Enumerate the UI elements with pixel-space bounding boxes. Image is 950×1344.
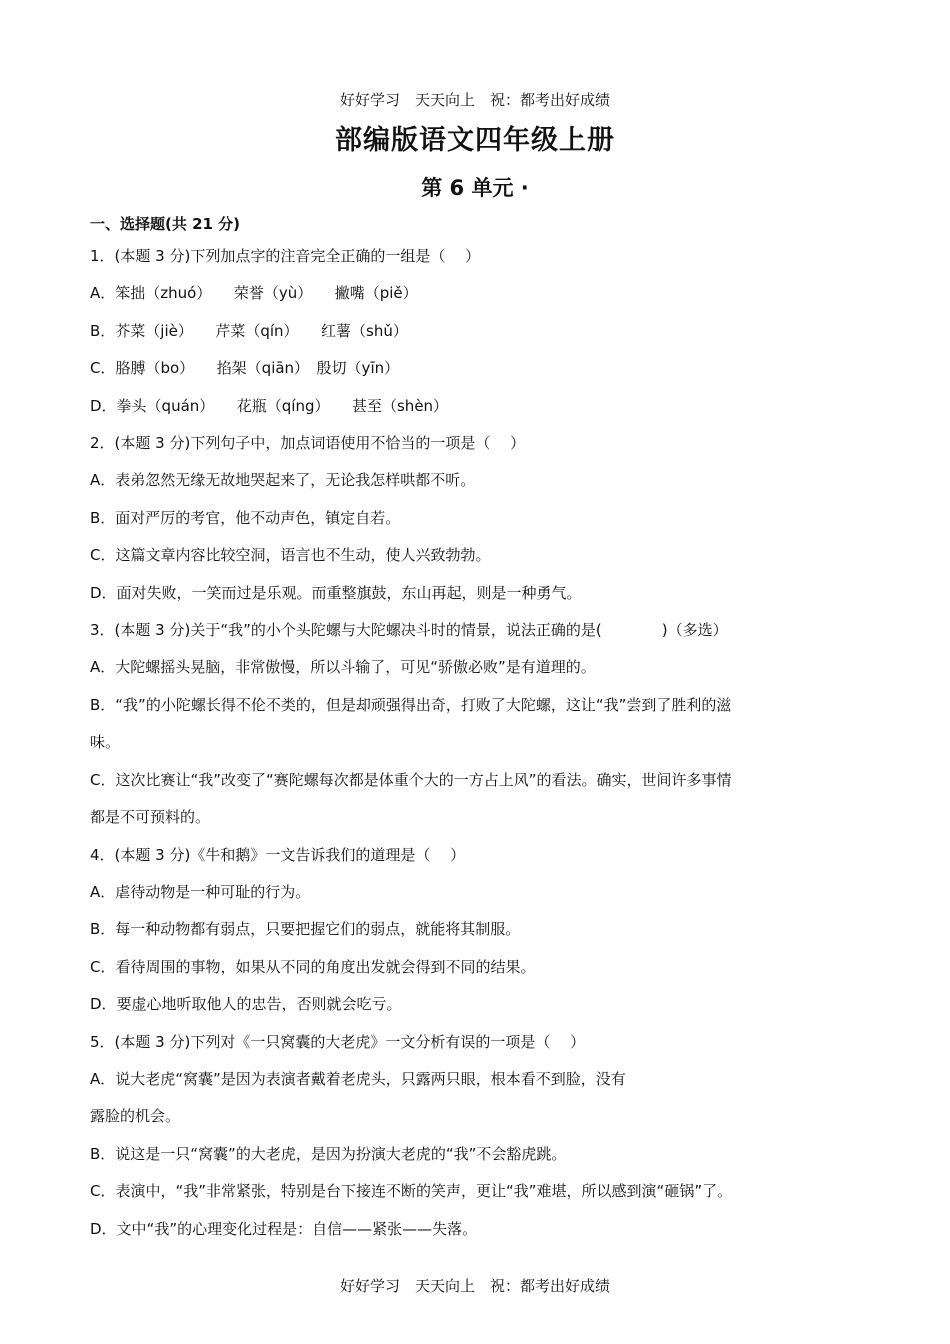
q2-option-b: B．面对严厉的考官，他不动声色，镇定自若。 <box>90 508 401 527</box>
q2-option-c: C．这篇文章内容比较空洞，语言也不生动，使人兴致勃勃。 <box>90 546 491 565</box>
page-header: 好好学习 天天向上 祝：都考出好成绩 <box>339 91 610 109</box>
section-heading: 一、选择题(共 21 分) <box>90 215 241 233</box>
q3-option-b: B．“我”的小陀螺长得不伦不类的，但是却顽强得出奇，打败了大陀螺，这让“我”尝到了胜利的滋 <box>90 695 732 714</box>
question-5: 5．(本题 3 分)下列对《一只窝囊的大老虎》一文分析有误的一项是（ ） <box>90 1032 586 1051</box>
q5-option-d: D．文中“我”的心理变化过程是：自信——紧张——失落。 <box>90 1219 478 1238</box>
q1-option-a: A．笨拙（zhuó） 荣誉（yù） 撇嘴（piě） <box>90 284 418 303</box>
q5-option-a: A．说大老虎“窝囊”是因为表演者戴着老虎头，只露两只眼，根本看不到脸，没有 <box>90 1069 626 1088</box>
q3-option-a: A．大陀螺摇头晃脑，非常傲慢，所以斗输了，可见“骄傲必败”是有道理的。 <box>90 658 596 677</box>
q5-option-c: C．表演中，“我”非常紧张，特别是台下接连不断的笑声，更让“我”难堪，所以感到演“砸锅”了。 <box>90 1182 733 1201</box>
question-2: 2．(本题 3 分)下列句子中，加点词语使用不恰当的一项是（ ） <box>90 434 526 453</box>
page-title: 部编版语文四年级上册 <box>335 125 615 156</box>
q2-option-a: A．表弟忽然无缘无故地哭起来了，无论我怎样哄都不听。 <box>90 471 476 490</box>
q5-option-a-cont: 露脸的机会。 <box>90 1107 181 1126</box>
q4-option-c: C．看待周围的事物，如果从不同的角度出发就会得到不同的结果。 <box>90 957 536 976</box>
q3-option-c: C．这次比赛让“我”改变了“赛陀螺每次都是体重个大的一方占上风”的看法。确实，世间许多事情 <box>90 770 732 789</box>
q1-option-c: C．胳膊（bo） 掐架（qiān） 殷切（yīn） <box>90 359 400 378</box>
q1-option-b: B．芥菜（jiè） 芹菜（qín） 红薯（shǔ） <box>90 321 408 340</box>
q3-option-c-cont: 都是不可预料的。 <box>90 808 211 827</box>
question-4: 4．(本题 3 分)《牛和鹅》一文告诉我们的道理是（ ） <box>90 845 466 864</box>
q5-option-b: B．说这是一只“窝囊”的大老虎，是因为扮演大老虎的“我”不会豁虎跳。 <box>90 1144 567 1163</box>
q4-option-a: A．虐待动物是一种可耻的行为。 <box>90 882 311 901</box>
page-footer: 好好学习 天天向上 祝：都考出好成绩 <box>339 1277 610 1295</box>
q3-option-b-cont: 味。 <box>90 733 121 752</box>
question-1: 1．(本题 3 分)下列加点字的注音完全正确的一组是（ ） <box>90 247 481 265</box>
question-content <box>90 210 800 1248</box>
unit-heading: 第 6 单元 · <box>421 176 529 200</box>
q4-option-b: B．每一种动物都有弱点，只要把握它们的弱点，就能将其制服。 <box>90 920 521 939</box>
q2-option-d: D．面对失败，一笑而过是乐观。而重整旗鼓，东山再起，则是一种勇气。 <box>90 583 582 602</box>
q4-option-d: D．要虚心地听取他人的忠告，否则就会吃亏。 <box>90 995 402 1014</box>
question-3: 3．(本题 3 分)关于“我”的小个头陀螺与大陀螺决斗时的情景，说法正确的是( )（多选） <box>90 621 728 640</box>
q1-option-d: D．拳头（quán） 花瓶（qíng） 甚至（shèn） <box>90 396 449 415</box>
